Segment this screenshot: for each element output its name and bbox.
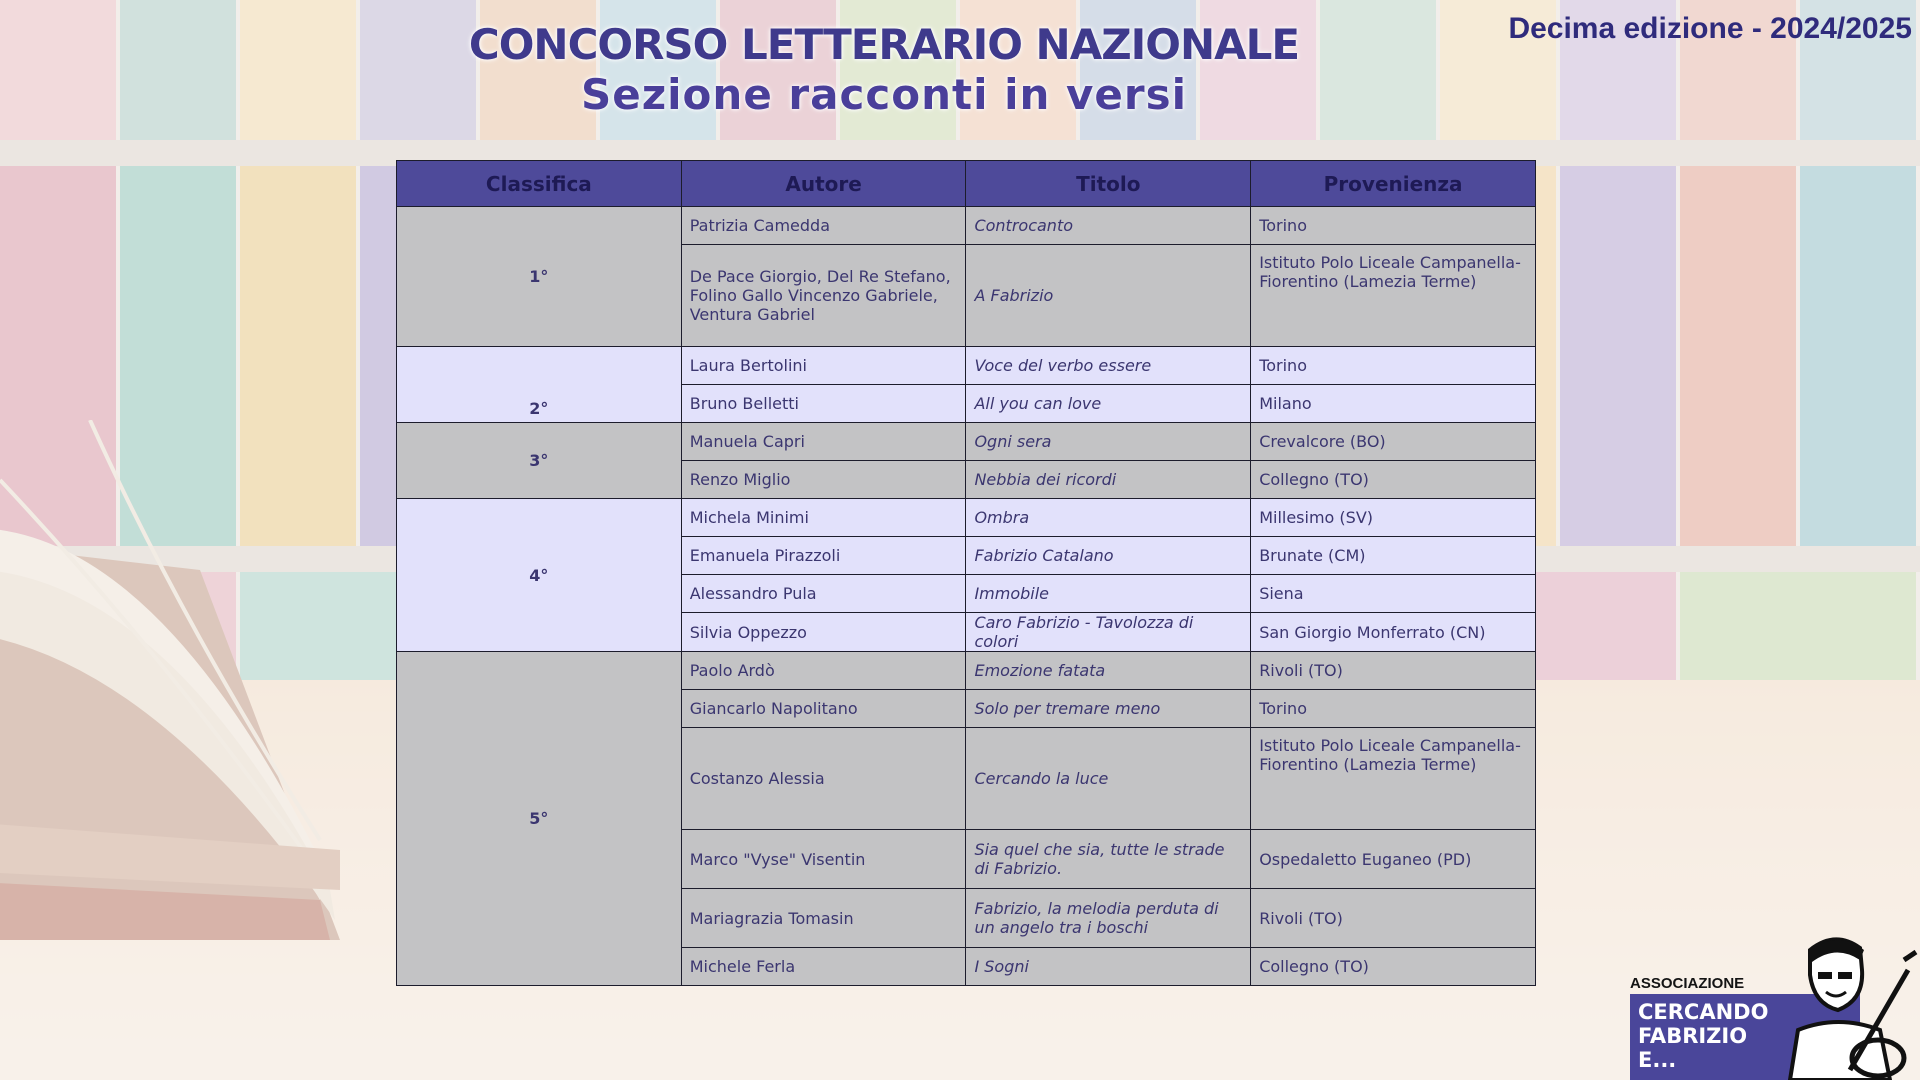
- origin-cell: Torino: [1251, 207, 1536, 245]
- logo-line-2: FABRIZIO: [1638, 1024, 1748, 1048]
- author-cell: Patrizia Camedda: [681, 207, 966, 245]
- origin-cell: Siena: [1251, 575, 1536, 613]
- rank-cell-2: 2°: [397, 347, 682, 423]
- origin-cell: Rivoli (TO): [1251, 889, 1536, 948]
- rank-cell-1: 1°: [397, 207, 682, 347]
- contest-title: CONCORSO LETTERARIO NAZIONALE: [468, 20, 1300, 69]
- results-table: [396, 160, 1536, 986]
- title-cell: All you can love: [966, 385, 1251, 423]
- origin-cell: Millesimo (SV): [1251, 499, 1536, 537]
- author-cell: Mariagrazia Tomasin: [681, 889, 966, 948]
- logo-wordmark: [1638, 1000, 1768, 1072]
- association-logo: [1630, 930, 1920, 1080]
- table-row: [397, 207, 1536, 245]
- title-cell: Cercando la luce: [966, 728, 1251, 830]
- author-cell: Bruno Belletti: [681, 385, 966, 423]
- origin-cell: Torino: [1251, 347, 1536, 385]
- origin-cell: Rivoli (TO): [1251, 652, 1536, 690]
- title-cell: A Fabrizio: [966, 245, 1251, 347]
- table-row: [397, 423, 1536, 461]
- column-header-provenienza: Provenienza: [1251, 161, 1536, 207]
- author-cell: Giancarlo Napolitano: [681, 690, 966, 728]
- title-cell: I Sogni: [966, 948, 1251, 986]
- origin-cell: Collegno (TO): [1251, 461, 1536, 499]
- table-row: [397, 347, 1536, 385]
- title-cell: Fabrizio, la melodia perduta di un angelo tra i boschi: [966, 889, 1251, 948]
- title-cell: Controcanto: [966, 207, 1251, 245]
- column-header-autore: Autore: [681, 161, 966, 207]
- origin-cell: Torino: [1251, 690, 1536, 728]
- edition-label: Decima edizione - 2024/2025: [1508, 12, 1912, 45]
- title-cell: Caro Fabrizio - Tavolozza di colori: [966, 613, 1251, 652]
- table-header-row: [397, 161, 1536, 207]
- title-cell: Solo per tremare meno: [966, 690, 1251, 728]
- origin-cell: Crevalcore (BO): [1251, 423, 1536, 461]
- title-cell: Sia quel che sia, tutte le strade di Fabrizio.: [966, 830, 1251, 889]
- author-cell: Manuela Capri: [681, 423, 966, 461]
- author-cell: Alessandro Pula: [681, 575, 966, 613]
- title-cell: Nebbia dei ricordi: [966, 461, 1251, 499]
- rank-cell-3: 3°: [397, 423, 682, 499]
- origin-cell: Milano: [1251, 385, 1536, 423]
- logo-prefix: ASSOCIAZIONE: [1630, 975, 1745, 992]
- column-header-titolo: Titolo: [966, 161, 1251, 207]
- origin-cell: San Giorgio Monferrato (CN): [1251, 613, 1536, 652]
- origin-cell: Istituto Polo Liceale Campanella-Fiorentino (Lamezia Terme): [1251, 245, 1536, 347]
- author-cell: Laura Bertolini: [681, 347, 966, 385]
- author-cell: Renzo Miglio: [681, 461, 966, 499]
- origin-cell: Brunate (CM): [1251, 537, 1536, 575]
- author-cell: Marco "Vyse" Visentin: [681, 830, 966, 889]
- column-header-classifica: Classifica: [397, 161, 682, 207]
- section-subtitle: Sezione racconti in versi: [580, 70, 1188, 119]
- author-cell: Paolo Ardò: [681, 652, 966, 690]
- logo-line-3: E...: [1638, 1048, 1677, 1072]
- guitarist-portrait-icon: [1780, 930, 1920, 1080]
- title-cell: Immobile: [966, 575, 1251, 613]
- rank-cell-5: 5°: [397, 652, 682, 986]
- logo-line-1: CERCANDO: [1638, 1000, 1769, 1024]
- origin-cell: Ospedaletto Euganeo (PD): [1251, 830, 1536, 889]
- origin-cell: Collegno (TO): [1251, 948, 1536, 986]
- author-cell: Michele Ferla: [681, 948, 966, 986]
- author-cell: Silvia Oppezzo: [681, 613, 966, 652]
- table-row: [397, 499, 1536, 537]
- author-cell: Emanuela Pirazzoli: [681, 537, 966, 575]
- title-cell: Ombra: [966, 499, 1251, 537]
- title-cell: Fabrizio Catalano: [966, 537, 1251, 575]
- author-cell: Costanzo Alessia: [681, 728, 966, 830]
- author-cell: De Pace Giorgio, Del Re Stefano, Folino Gallo Vincenzo Gabriele, Ventura Gabriel: [681, 245, 966, 347]
- rank-cell-4: 4°: [397, 499, 682, 652]
- title-cell: Voce del verbo essere: [966, 347, 1251, 385]
- title-cell: Emozione fatata: [966, 652, 1251, 690]
- table-row: [397, 652, 1536, 690]
- author-cell: Michela Minimi: [681, 499, 966, 537]
- origin-cell: Istituto Polo Liceale Campanella-Fiorentino (Lamezia Terme): [1251, 728, 1536, 830]
- title-cell: Ogni sera: [966, 423, 1251, 461]
